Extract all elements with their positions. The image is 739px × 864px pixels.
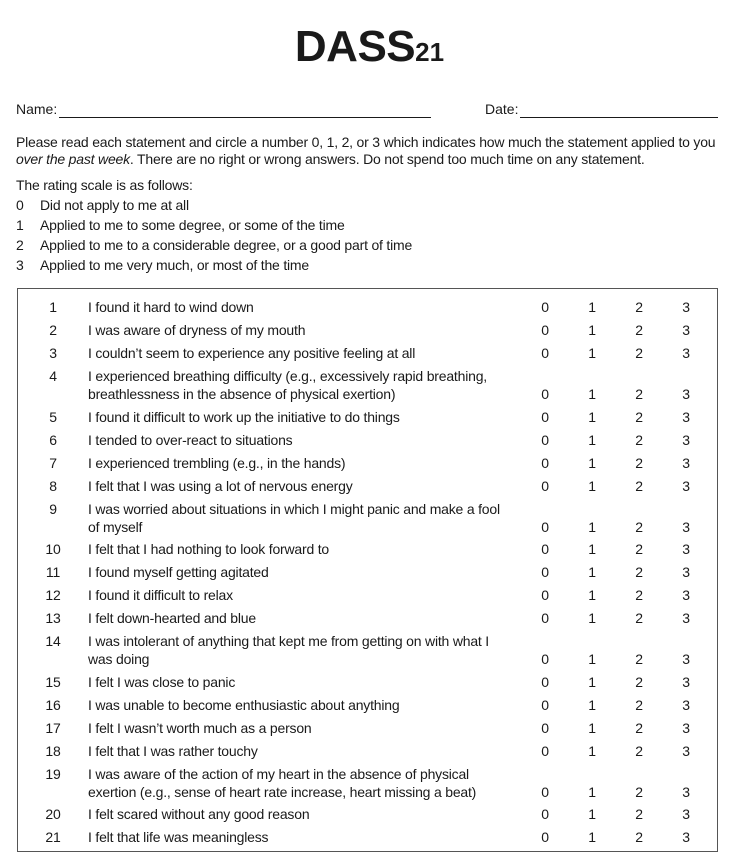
question-text: I felt I was close to panic [88,674,236,690]
rating-scale [16,175,412,275]
rating-option-1[interactable]: 1 [588,610,596,626]
title-main: DASS [294,22,416,71]
question-number: 7 [49,455,57,471]
rating-option-3[interactable]: 3 [682,478,690,494]
question-number: 14 [45,633,61,649]
question-text: I was unable to become enthusiastic about anything [88,697,400,713]
question-text: I found it difficult to work up the initiative to do things [88,409,400,425]
rating-option-3[interactable]: 3 [682,299,690,315]
rating-option-3[interactable]: 3 [682,806,690,822]
question-text: I experienced breathing difficulty (e.g., excessively rapid breathing, breathlessness in the absence of physical exertion) [88,368,487,402]
date-label: Date: [485,101,519,117]
rating-option-3[interactable]: 3 [682,345,690,361]
rating-option-1[interactable]: 1 [588,587,596,603]
question-text: I found myself getting agitated [88,564,269,580]
instructions-part2: . There are no right or wrong answers. Do not spend too much time on any statement. [129,151,645,167]
rating-option-3[interactable]: 3 [682,386,690,402]
rating-option-1[interactable]: 1 [588,345,596,361]
question-text: I couldn’t seem to experience any positive feeling at all [88,345,416,361]
rating-option-2[interactable]: 2 [635,610,643,626]
rating-option-2[interactable]: 2 [635,674,643,690]
rating-option-3[interactable]: 3 [682,610,690,626]
question-text: I felt down-hearted and blue [88,610,256,626]
rating-option-3[interactable]: 3 [682,432,690,448]
question-number: 21 [45,829,61,845]
rating-option-1[interactable]: 1 [588,720,596,736]
question-number: 6 [49,432,57,448]
rating-option-1[interactable]: 1 [588,322,596,338]
rating-option-3[interactable]: 3 [682,519,690,535]
rating-option-1[interactable]: 1 [588,478,596,494]
rating-option-2[interactable]: 2 [635,651,643,667]
rating-option-2[interactable]: 2 [635,299,643,315]
rating-option-0[interactable]: 0 [541,322,549,338]
rating-option-0[interactable]: 0 [541,478,549,494]
rating-option-2[interactable]: 2 [635,322,643,338]
rating-option-2[interactable]: 2 [635,829,643,845]
question-text: I tended to over-react to situations [88,432,293,448]
rating-option-0[interactable]: 0 [541,587,549,603]
rating-scale-item [16,255,412,275]
form-title [0,22,739,77]
name-field-row [16,100,431,118]
question-text: I felt that I had nothing to look forward to [88,541,330,557]
question-text: I was worried about situations in which I might panic and make a fool of myself [88,501,500,535]
rating-option-2[interactable]: 2 [635,697,643,713]
rating-scale-item [16,215,412,235]
rating-scale-value: 3 [16,257,24,273]
rating-option-0[interactable]: 0 [541,541,549,557]
rating-option-0[interactable]: 0 [541,299,549,315]
rating-option-3[interactable]: 3 [682,697,690,713]
question-number: 5 [49,409,57,425]
rating-option-2[interactable]: 2 [635,432,643,448]
rating-option-1[interactable]: 1 [588,829,596,845]
rating-option-0[interactable]: 0 [541,651,549,667]
rating-option-3[interactable]: 3 [682,829,690,845]
instructions [16,134,721,168]
question-number: 3 [49,345,57,361]
rating-option-2[interactable]: 2 [635,587,643,603]
rating-option-1[interactable]: 1 [588,564,596,580]
rating-scale-title: The rating scale is as follows: [16,177,193,193]
rating-scale-item [16,195,412,215]
title-subscript: 21 [415,37,445,67]
rating-option-3[interactable]: 3 [682,409,690,425]
rating-option-2[interactable]: 2 [635,455,643,471]
question-number: 11 [45,564,61,580]
rating-option-3[interactable]: 3 [682,651,690,667]
question-text: I felt that I was rather touchy [88,743,258,759]
rating-option-2[interactable]: 2 [635,519,643,535]
question-number: 18 [45,743,61,759]
rating-option-0[interactable]: 0 [541,806,549,822]
rating-option-1[interactable]: 1 [588,432,596,448]
instructions-emphasis: over the past week [16,151,130,167]
rating-option-0[interactable]: 0 [541,409,549,425]
question-number: 16 [45,697,61,713]
rating-option-1[interactable]: 1 [588,386,596,402]
rating-option-3[interactable]: 3 [682,720,690,736]
rating-option-2[interactable]: 2 [635,720,643,736]
rating-option-0[interactable]: 0 [541,564,549,580]
question-text: I felt scared without any good reason [88,806,310,822]
rating-option-0[interactable]: 0 [541,519,549,535]
rating-scale-label: Applied to me very much, or most of the time [40,257,309,273]
question-number: 20 [45,806,61,822]
rating-option-1[interactable]: 1 [588,409,596,425]
rating-option-0[interactable]: 0 [541,455,549,471]
question-number: 12 [45,587,61,603]
question-text: I found it hard to wind down [88,299,254,315]
question-number: 4 [49,368,57,384]
rating-option-1[interactable]: 1 [588,455,596,471]
question-number: 8 [49,478,57,494]
rating-option-1[interactable]: 1 [588,784,596,800]
question-text: I felt I wasn’t worth much as a person [88,720,312,736]
rating-option-2[interactable]: 2 [635,541,643,557]
question-number: 15 [45,674,61,690]
rating-scale-label: Applied to me to some degree, or some of the time [40,217,345,233]
rating-option-3[interactable]: 3 [682,322,690,338]
rating-option-0[interactable]: 0 [541,386,549,402]
question-text: I experienced trembling (e.g., in the hands) [88,455,346,471]
rating-option-3[interactable]: 3 [682,587,690,603]
rating-option-1[interactable]: 1 [588,806,596,822]
rating-option-1[interactable]: 1 [588,697,596,713]
rating-option-0[interactable]: 0 [541,345,549,361]
rating-option-2[interactable]: 2 [635,743,643,759]
rating-option-3[interactable]: 3 [682,541,690,557]
rating-scale-value: 0 [16,197,24,213]
question-number: 9 [49,501,57,517]
question-number: 17 [45,720,61,736]
rating-option-3[interactable]: 3 [682,674,690,690]
rating-scale-value: 2 [16,237,24,253]
rating-option-0[interactable]: 0 [541,674,549,690]
rating-option-2[interactable]: 2 [635,564,643,580]
rating-option-0[interactable]: 0 [541,432,549,448]
rating-option-3[interactable]: 3 [682,743,690,759]
question-text: I was intolerant of anything that kept me from getting on with what I was doing [88,633,489,667]
rating-option-1[interactable]: 1 [588,299,596,315]
rating-option-2[interactable]: 2 [635,386,643,402]
rating-option-0[interactable]: 0 [541,610,549,626]
rating-option-0[interactable]: 0 [541,743,549,759]
rating-option-1[interactable]: 1 [588,519,596,535]
question-table [17,288,718,852]
rating-scale-label: Did not apply to me at all [40,197,189,213]
question-text: I found it difficult to relax [88,587,233,603]
rating-scale-label: Applied to me to a considerable degree, or a good part of time [40,237,413,253]
question-text: I was aware of the action of my heart in the absence of physical exertion (e.g., sense of heart rate increase, heart missing a beat) [88,766,477,800]
rating-option-3[interactable]: 3 [682,564,690,580]
rating-option-2[interactable]: 2 [635,478,643,494]
rating-option-2[interactable]: 2 [635,784,643,800]
rating-scale-item [16,235,412,255]
rating-option-1[interactable]: 1 [588,541,596,557]
question-number: 19 [45,766,61,782]
question-text: I felt that life was meaningless [88,829,269,845]
question-number: 13 [45,610,61,626]
rating-option-3[interactable]: 3 [682,455,690,471]
rating-option-2[interactable]: 2 [635,345,643,361]
name-label: Name: [16,101,58,117]
rating-option-0[interactable]: 0 [541,697,549,713]
rating-option-2[interactable]: 2 [635,409,643,425]
question-text: I felt that I was using a lot of nervous energy [88,478,353,494]
rating-option-2[interactable]: 2 [635,806,643,822]
question-number: 1 [49,299,57,315]
question-number: 10 [45,541,61,557]
instructions-part1: Please read each statement and circle a number 0, 1, 2, or 3 which indicates how much the statement applied to you [16,134,716,150]
rating-option-0[interactable]: 0 [541,829,549,845]
date-field-row [485,100,718,118]
rating-option-1[interactable]: 1 [588,651,596,667]
rating-option-1[interactable]: 1 [588,674,596,690]
question-text: I was aware of dryness of my mouth [88,322,306,338]
rating-option-1[interactable]: 1 [588,743,596,759]
rating-scale-value: 1 [16,217,24,233]
rating-option-0[interactable]: 0 [541,784,549,800]
date-field[interactable] [520,102,718,118]
rating-option-0[interactable]: 0 [541,720,549,736]
question-number: 2 [49,322,57,338]
name-field[interactable] [59,102,431,118]
rating-option-3[interactable]: 3 [682,784,690,800]
